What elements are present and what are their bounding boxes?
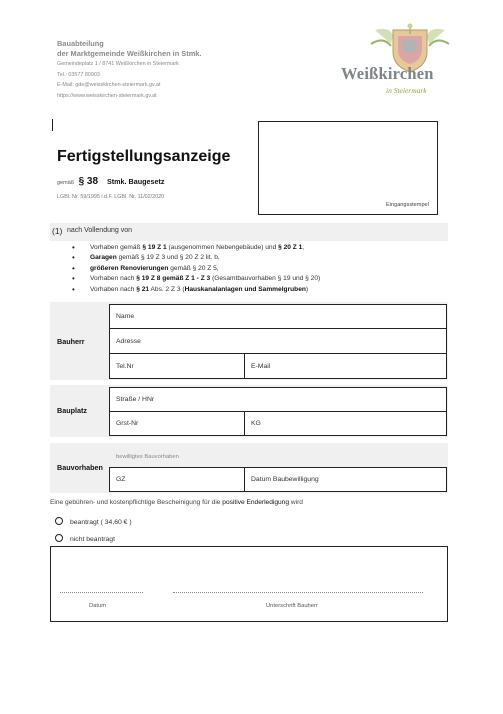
certificate-text: Eine gebühren- und kostenpflichtige Bescheinigung für die positive Enderledigung wird [50, 499, 303, 506]
bullet-list [72, 243, 320, 295]
law-reference: LGBl. Nr. 59/1995 i.d.F. LGBl. Nr. 11/02/2020 [57, 194, 165, 200]
org-line2: der Marktgemeinde Weißkirchen in Stmk. [57, 49, 202, 58]
stamp-label: Eingangsstempel [386, 202, 429, 208]
option-not-requested[interactable]: nicht beantragt [55, 534, 115, 543]
law-line [57, 171, 164, 189]
stamp-box [258, 121, 438, 215]
approved-project-field[interactable]: bewilligtes Bauvorhaben [109, 444, 447, 468]
section1-header [50, 223, 448, 241]
option-requested[interactable]: beantragt ( 34,60 € ) [55, 517, 132, 526]
street-field[interactable]: Straße / HNr [109, 387, 447, 412]
org-website: https://www.weisskirchen-steiermark.gv.at [57, 92, 157, 99]
name-field[interactable]: Name [109, 304, 447, 329]
list-item: • Garagen gemäß § 19 Z 3 und § 20 Z 2 lit. b, [72, 253, 320, 263]
bauvorhaben-label: Bauvorhaben [57, 463, 103, 472]
logo-subtitle: in Steiermark [386, 86, 427, 95]
org-line1: Bauabteilung [57, 39, 104, 48]
bauplatz-label: Bauplatz [57, 406, 87, 415]
plot-number-field[interactable]: Grst-Nr [109, 411, 245, 436]
org-phone: Tel.: 03577 80903 [57, 71, 100, 78]
list-item: • Vorhaben gemäß § 19 Z 1 (ausgenommen Nebengebäude) und § 20 Z 1, [72, 243, 320, 253]
law-prefix: gemäß [57, 180, 75, 186]
list-item: • Vorhaben nach § 21 Abs. 2 Z 3 (Hauskanalanlagen und Sammelgruben) [72, 285, 320, 295]
form-title: Fertigstellungsanzeige [57, 148, 231, 165]
text-cursor [52, 119, 53, 131]
organization-block [57, 39, 257, 101]
signature-label: Unterschrift Bauherr [266, 603, 318, 609]
approval-date-field[interactable]: Datum Baubewilligung [244, 467, 447, 492]
gz-field[interactable]: GZ [109, 467, 245, 492]
law-name: Stmk. Baugesetz [106, 177, 165, 186]
phone-field[interactable]: Tel.Nr [109, 353, 245, 379]
date-line[interactable] [60, 592, 143, 593]
radio-circle-icon[interactable] [55, 534, 63, 542]
bauplatz-section [50, 385, 448, 437]
bauherr-label: Bauherr [57, 337, 85, 346]
address-field[interactable]: Adresse [109, 328, 447, 354]
law-paragraph: § 38 [78, 176, 99, 187]
section1-heading: nach Vollendung von [67, 227, 132, 234]
email-field[interactable]: E-Mail [244, 353, 447, 379]
radio-circle-icon[interactable] [55, 517, 63, 525]
list-item: • Vorhaben nach § 19 Z 8 gemäß Z 1 - Z 3 (Gesamtbauvorhaben § 19 und § 20) [72, 274, 320, 284]
section1-number: (1) [52, 226, 63, 236]
list-item: • größeren Renovierungen gemäß § 20 Z 5, [72, 264, 320, 274]
signature-line[interactable] [173, 592, 423, 593]
bauherr-section [50, 302, 448, 380]
bauvorhaben-section [50, 443, 448, 493]
signature-box [50, 546, 448, 622]
kg-field[interactable]: KG [244, 411, 447, 436]
org-address: Gemeindeplatz 1 / 8741 Weißkirchen in Steiermark [57, 61, 179, 67]
date-label: Datum [89, 603, 107, 609]
logo-title: Weißkirchen [341, 64, 434, 83]
org-email: E-Mail: gde@weisskirchen-steiermark.gv.at [57, 82, 161, 88]
